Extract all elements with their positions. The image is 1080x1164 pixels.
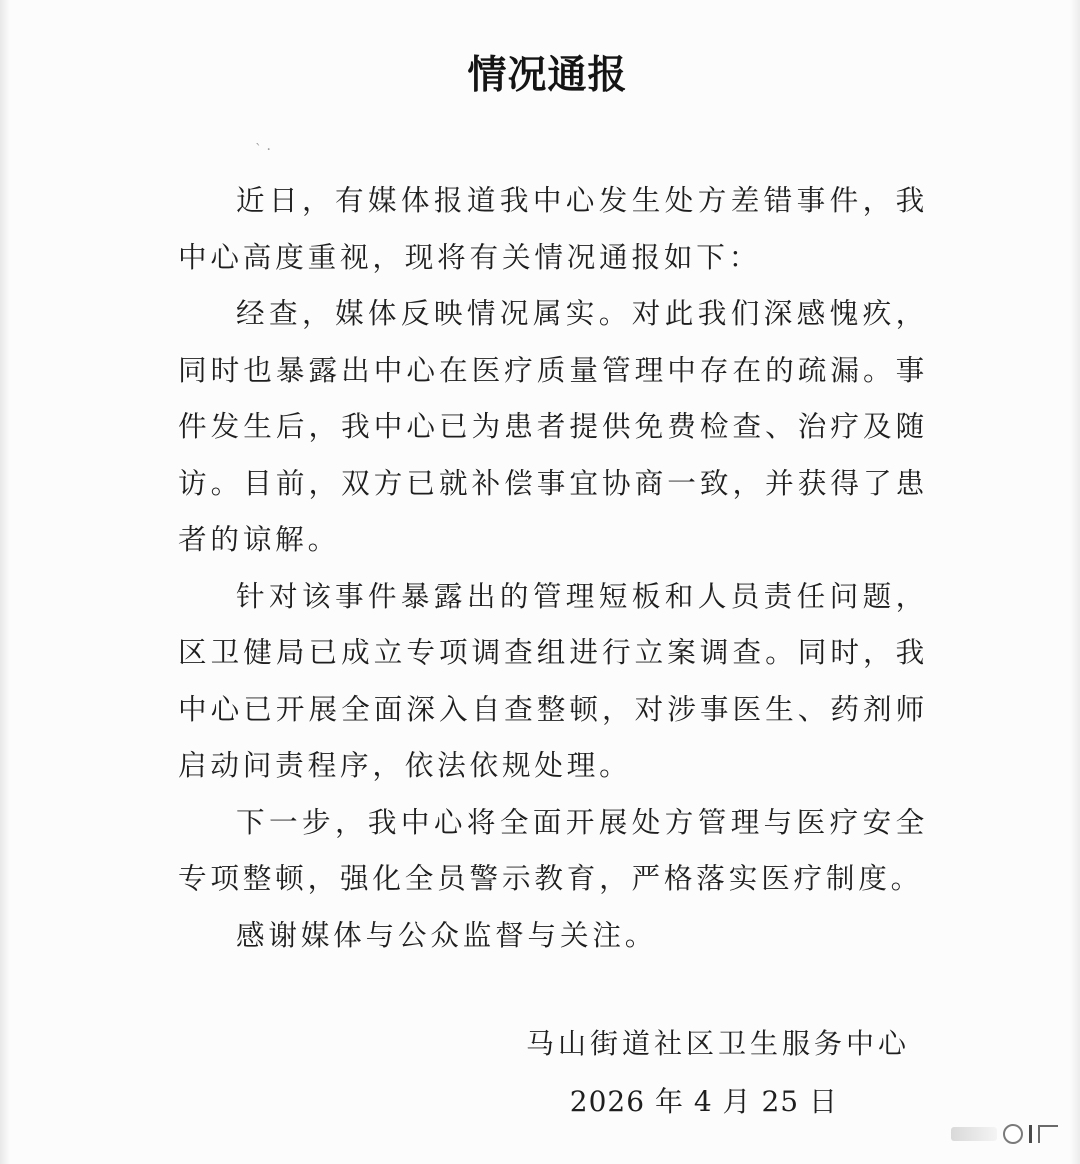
- paragraph-investigation: 针对该事件暴露出的管理短板和人员责任问题，区卫健局已成立专项调查组进行立案调查。同时，我中心已开展全面深入自查整顿，对涉事医生、药剂师启动问责程序，依法依规处理。: [178, 578, 928, 782]
- watermark-logo: [951, 1124, 1058, 1144]
- page-edge-shadow-left: [0, 0, 10, 1164]
- watermark-circle-icon: [1003, 1124, 1023, 1144]
- paragraph-findings: 经查，媒体反映情况属实。对此我们深感愧疚，同时也暴露出中心在医疗质量管理中存在的疏漏。事件发生后，我中心已为患者提供免费检查、治疗及随访。目前，双方已就补偿事宜协商一致，并获得了患者的谅解。: [178, 296, 928, 556]
- page-edge-shadow-right: [1070, 0, 1080, 1164]
- document-title: 情况通报: [467, 53, 628, 98]
- paragraph-thanks: 感谢媒体与公众监督与关注。: [236, 917, 658, 952]
- paragraph-intro: 近日，有媒体报道我中心发生处方差错事件，我中心高度重视，现将有关情况通报如下：: [178, 183, 928, 274]
- scan-speck: ˋ ·: [255, 142, 271, 158]
- signature-date: 2026 年 4 月 25 日: [569, 1085, 838, 1118]
- paragraph-next-steps: 下一步，我中心将全面开展处方管理与医疗安全专项整顿，强化全员警示教育，严格落实医疗制度。: [178, 804, 928, 895]
- watermark-bar-icon: [951, 1127, 997, 1141]
- watermark-corner-icon: [1038, 1125, 1058, 1143]
- watermark-line-icon: [1029, 1125, 1032, 1143]
- signature-organization: 马山街道社区卫生服务中心: [525, 1027, 910, 1060]
- document-body: [178, 172, 928, 963]
